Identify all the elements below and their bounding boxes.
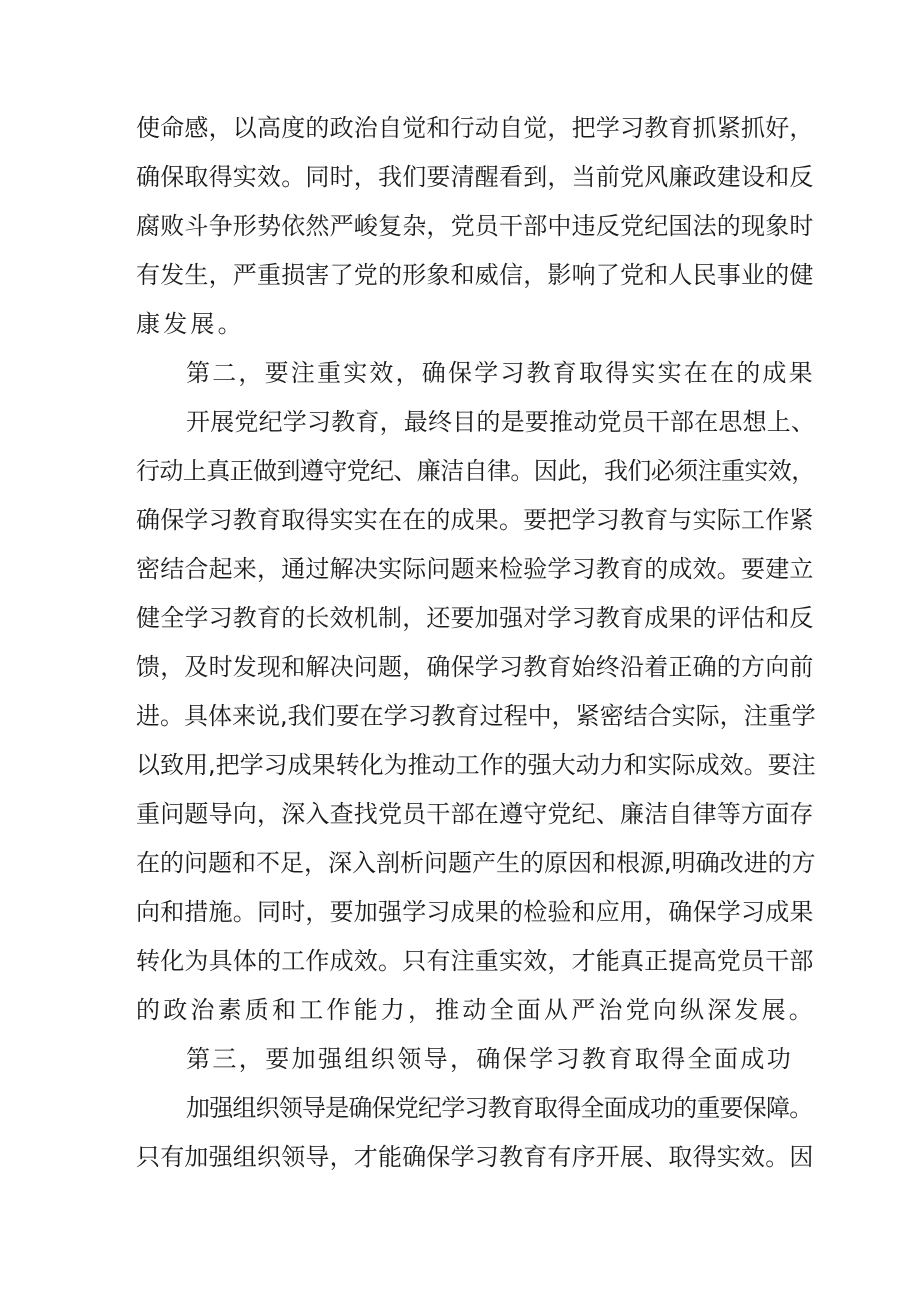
text-line: 馈，及时发现和解决问题，确保学习教育始终沿着正确的方向前 — [136, 653, 814, 681]
text-line: 康发展。 — [136, 310, 245, 338]
text-line: 确保取得实效。同时，我们要清醒看到，当前党风廉政建设和反 — [136, 163, 814, 191]
text-line: 以致用,把学习成果转化为推动工作的强大动力和实际成效。要注 — [136, 751, 816, 779]
text-line: 密结合起来，通过解决实际问题来检验学习教育的成效。要建立 — [136, 555, 814, 583]
text-line: 腐败斗争形势依然严峻复杂，党员干部中违反党纪国法的现象时 — [136, 212, 814, 240]
text-line: 向和措施。同时，要加强学习成果的检验和应用，确保学习成果 — [136, 898, 814, 926]
text-line: 行动上真正做到遵守党纪、廉洁自律。因此，我们必须注重实效， — [136, 457, 815, 485]
section-heading-2: 第二，要注重实效，确保学习教育取得实实在在的成果 — [186, 359, 815, 387]
text-line: 在的问题和不足，深入剖析问题产生的原因和根源,明确改进的方 — [136, 849, 816, 877]
text-line: 重问题导向，深入查找党员干部在遵守党纪、廉洁自律等方面存 — [136, 800, 814, 828]
section-heading-3: 第三，要加强组织领导，确保学习教育取得全面成功 — [186, 1045, 794, 1073]
text-line: 的政治素质和工作能力，推动全面从严治党向纵深发展。 — [136, 996, 816, 1024]
text-line: 使命感，以高度的政治自觉和行动自觉，把学习教育抓紧抓好， — [136, 114, 814, 142]
text-line: 健全学习教育的长效机制，还要加强对学习教育成果的评估和反 — [136, 604, 814, 632]
text-line: 确保学习教育取得实实在在的成果。要把学习教育与实际工作紧 — [136, 506, 814, 534]
paragraph-start: 开展党纪学习教育，最终目的是要推动党员干部在思想上、 — [186, 408, 816, 436]
text-line: 只有加强组织领导，才能确保学习教育有序开展、取得实效。因 — [136, 1143, 814, 1171]
paragraph-start: 加强组织领导是确保党纪学习教育取得全面成功的重要保障。 — [186, 1094, 813, 1122]
text-line: 有发生，严重损害了党的形象和威信，影响了党和人民事业的健 — [136, 261, 814, 289]
text-line: 转化为具体的工作成效。只有注重实效，才能真正提高党员干部 — [136, 947, 814, 975]
text-line: 进。具体来说,我们要在学习教育过程中，紧密结合实际，注重学 — [136, 702, 816, 730]
